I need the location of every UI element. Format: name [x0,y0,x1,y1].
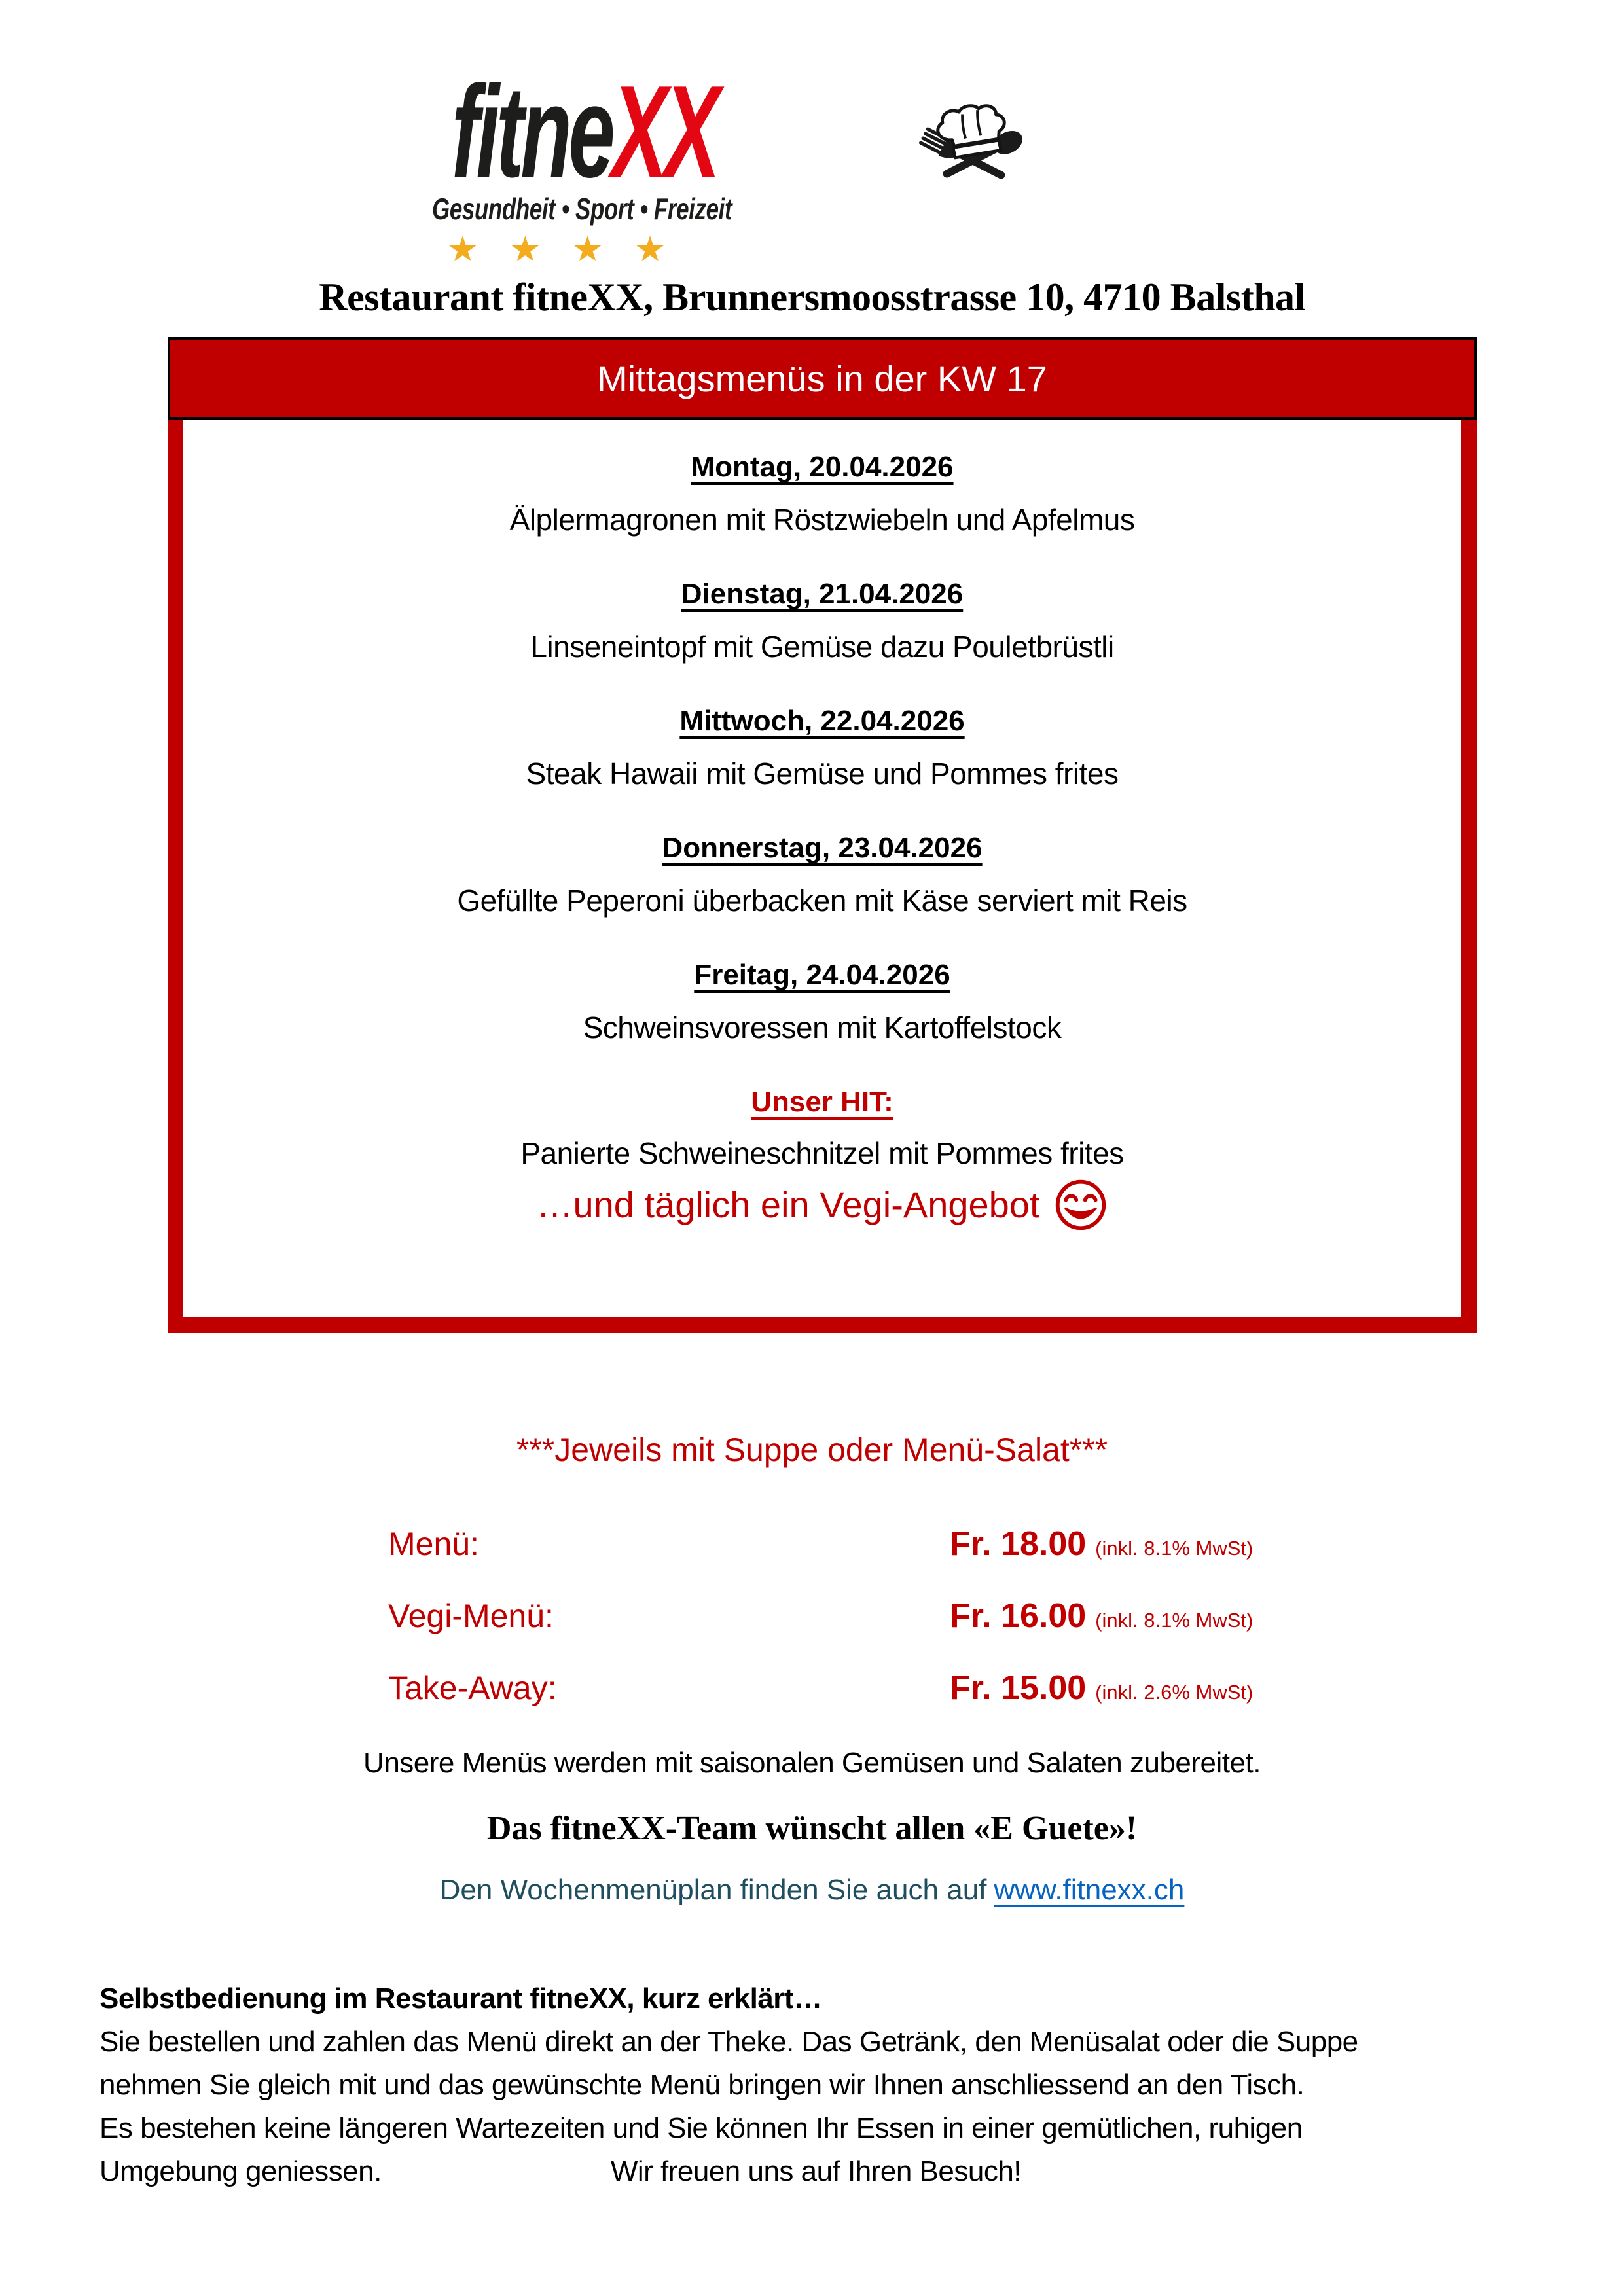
self-service-line: nehmen Sie gleich mit und das gewünschte Menü bringen wir Ihnen anschliessend an den Tisch. [99,2069,1305,2101]
price-row [0,1524,1624,1564]
weekly-menu-section [168,337,1477,1333]
price-tax: (inkl. 8.1% MwSt) [1095,1609,1254,1632]
star-rating-icon: ★ ★ ★ ★ [446,230,677,269]
day-dish: Steak Hawaii mit Gemüse und Pommes frites [526,757,1119,791]
team-wish-line: Das fitneXX-Team wünscht allen «E Guete»! [486,1810,1138,1847]
logo-wordmark [452,59,717,205]
chef-hat-icon [918,103,1030,202]
logo-wordmark-black: fitne [452,59,612,205]
self-service-line: Es bestehen keine längeren Wartezeiten und Sie können Ihr Essen in einer gemütlichen, ruhigen [99,2112,1303,2144]
price-value: Fr. 16.00 [950,1597,1087,1635]
menu-banner-title: Mittagsmenüs in der KW 17 [597,357,1047,399]
self-service-line: Sie bestellen und zahlen das Menü direkt an der Theke. Das Getränk, den Menüsalat oder die Suppe [99,2026,1358,2058]
hit-title: Unser HIT: [751,1086,893,1118]
vegi-offer-text: …und täglich ein Vegi-Angebot [536,1184,1040,1225]
day-dish: Linseneintopf mit Gemüse dazu Pouletbrüstli [530,630,1114,664]
hit-dish: Panierte Schweineschnitzel mit Pommes frites [520,1136,1124,1170]
day-heading: Montag, 20.04.2026 [691,451,954,483]
website-note [0,1874,1624,1907]
menu-day-block [183,704,1461,791]
restaurant-address-title: Restaurant fitneXX, Brunnersmoosstrasse 10, 4710 Balsthal [319,276,1305,319]
menu-day-block [183,577,1461,664]
self-service-heading: Selbstbedienung im Restaurant fitneXX, kurz erklärt… [99,1982,822,2015]
seasonal-note: Unsere Menüs werden mit saisonalen Gemüsen und Salaten zubereitet. [363,1747,1261,1779]
website-link[interactable]: www.fitnexx.ch [994,1874,1185,1906]
visit-text: Wir freuen uns auf Ihren Besuch! [610,2155,1022,2187]
price-tax: (inkl. 2.6% MwSt) [1095,1681,1254,1704]
logo-wordmark-red: XX [611,59,717,205]
price-row [0,1668,1624,1708]
menu-banner [168,337,1477,420]
price-row [0,1596,1624,1636]
price-label: Take-Away: [388,1670,557,1706]
day-heading: Mittwoch, 22.04.2026 [679,705,965,737]
menu-day-block [183,958,1461,1045]
vegi-offer-line [183,1177,1461,1232]
enjoy-text: Umgebung geniessen. [99,2155,382,2187]
menu-day-block [183,450,1461,537]
page-header [0,0,1624,337]
menu-box [168,420,1477,1333]
price-tax: (inkl. 8.1% MwSt) [1095,1537,1254,1560]
smiley-icon [1053,1177,1108,1232]
day-heading: Freitag, 24.04.2026 [694,959,950,991]
menu-day-block [183,831,1461,918]
self-service-line [99,2150,1539,2193]
price-value: Fr. 18.00 [950,1525,1087,1563]
logo-tagline: Gesundheit • Sport • Freizeit [432,192,732,226]
price-list [0,1524,1624,1708]
fitnexx-logo [393,59,732,269]
website-note-text: Den Wochenmenüplan finden Sie auch auf [439,1874,987,1906]
price-label: Menü: [388,1526,479,1562]
day-heading: Dienstag, 21.04.2026 [681,578,964,610]
self-service-info [99,1977,1539,2193]
day-dish: Schweinsvoressen mit Kartoffelstock [583,1011,1062,1045]
soup-or-salad-note: ***Jeweils mit Suppe oder Menü-Salat*** [516,1431,1108,1468]
price-value: Fr. 15.00 [950,1669,1087,1707]
day-heading: Donnerstag, 23.04.2026 [662,832,983,864]
day-dish: Älplermagronen mit Röstzwiebeln und Apfelmus [509,503,1135,537]
price-label: Vegi-Menü: [388,1598,554,1634]
day-dish: Gefüllte Peperoni überbacken mit Käse serviert mit Reis [457,884,1187,918]
